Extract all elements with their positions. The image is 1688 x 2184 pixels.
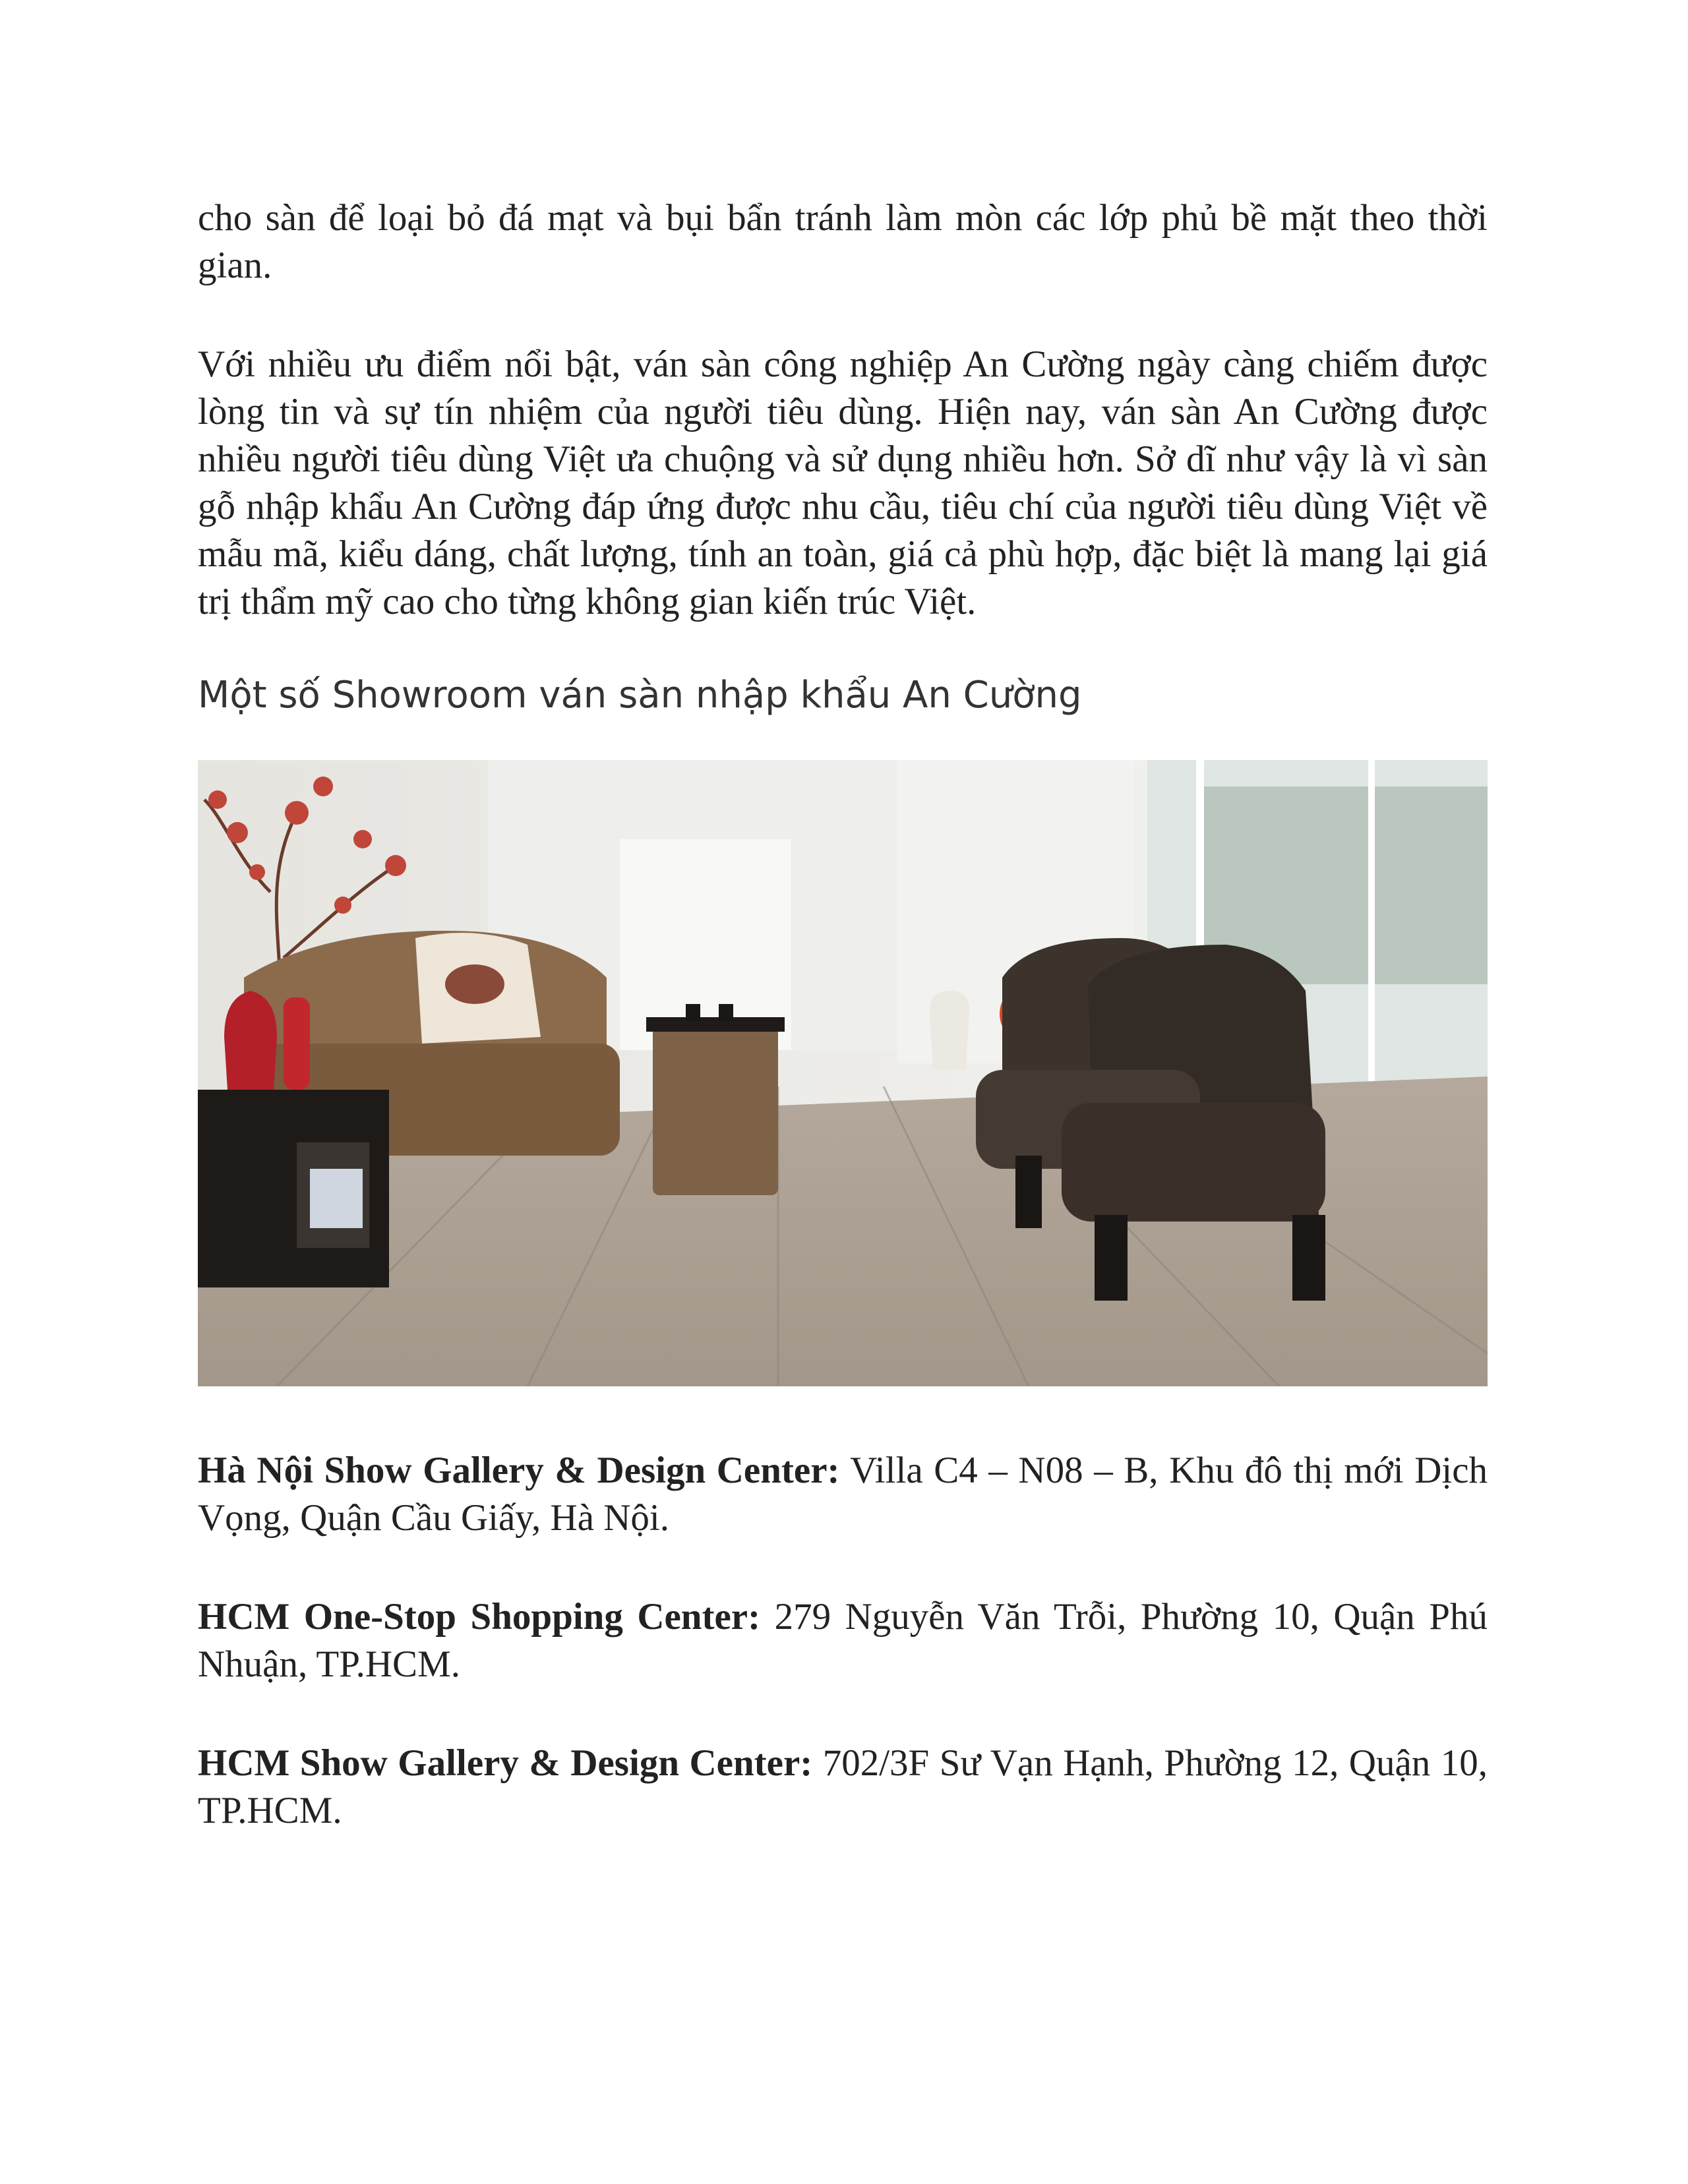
showroom-hanoi-address: Villa C4 – N08 – B, Khu đô thị mới Dịch Vọng, Quận Cầu Giấy, Hà Nội. xyxy=(198,1450,1488,1539)
showroom-hcm-gallery-address: 702/3F Sư Vạn Hạnh, Phường 12, Quận 10, TP.HCM. xyxy=(198,1742,1488,1831)
showroom-hanoi-label: Hà Nội Show Gallery & Design Center: xyxy=(198,1450,840,1491)
paragraph-continuation: cho sàn để loại bỏ đá mạt và bụi bẩn tránh làm mòn các lớp phủ bề mặt theo thời gian. xyxy=(198,197,1488,286)
showroom-hanoi xyxy=(198,1447,1488,1542)
showroom-hcm-one-stop-address: 279 Nguyễn Văn Trỗi, Phường 10, Quận Phú Nhuận, TP.HCM. xyxy=(198,1596,1488,1685)
showroom-hcm-one-stop-label: HCM One-Stop Shopping Center: xyxy=(198,1596,761,1638)
showroom-heading: Một số Showroom ván sàn nhập khẩu An Cường xyxy=(198,674,1082,717)
showroom-hcm-one-stop xyxy=(198,1593,1488,1688)
document-content xyxy=(198,194,1488,1835)
living-room-illustration xyxy=(198,760,1488,1386)
showroom-hcm-gallery-label: HCM Show Gallery & Design Center: xyxy=(198,1742,813,1784)
paragraph-advantages: Với nhiều ưu điểm nổi bật, ván sàn công nghiệp An Cường ngày càng chiếm được lòng tin và sự tín nhiệm của người tiêu dùng. Hiện nay, ván sàn An Cường được nhiều người tiêu dùng Việt ưa chuộng và sử dụng nhiều hơn. Sở dĩ như vậy là vì sàn gỗ nhập khẩu An Cường đáp ứng được nhu cầu, tiêu chí của người tiêu dùng Việt về mẫu mã, kiểu dáng, chất lượng, tính an toàn, giá cả phù hợp, đặc biệt là mang lại giá trị thẩm mỹ cao cho từng không gian kiến trúc Việt. xyxy=(198,343,1488,622)
showroom-hcm-gallery xyxy=(198,1740,1488,1835)
living-room-photo xyxy=(198,760,1488,1386)
